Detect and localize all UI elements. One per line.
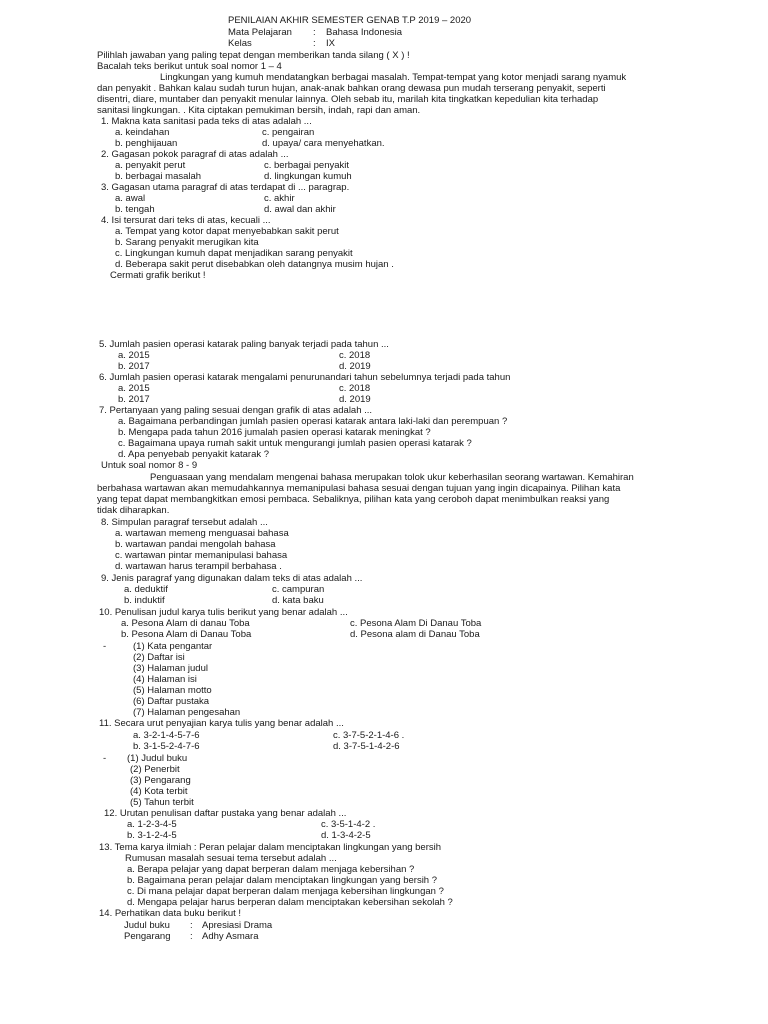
passage1-line: dan penyakit . Bahkan kalau sudah turun hujan, anak-anak bahkan orang dewasa pun mudah terserang penyakit, seperti [97,83,606,94]
option-5d: d. 2019 [339,361,371,372]
question-4: 4. Isi tersurat dari teks di atas, kecuali ... [101,215,271,226]
list1-item: (6) Daftar pustaka [133,696,210,707]
option-7c: c. Bagaimana upaya rumah sakit untuk mengurangi jumlah pasien operasi katarak ? [118,438,472,449]
list1-item: (5) Halaman motto [133,685,212,696]
option-9b: b. induktif [124,595,165,606]
question-2: 2. Gagasan pokok paragraf di atas adalah ... [101,149,289,160]
option-2d: d. lingkungan kumuh [264,171,352,182]
passage1-line: sanitasi lingkungan. . Kita ciptakan pemukiman bersih, indah, rapi dan aman. [97,105,421,116]
option-9a: a. deduktif [124,584,168,595]
option-8c: c. wartawan pintar memanipulasi bahasa [115,550,288,561]
question-11: 11. Secara urut penyajian karya tulis yang benar adalah ... [99,718,344,729]
option-10d: d. Pesona alam di Danau Toba [350,629,480,640]
option-13c: c. Di mana pelajar dapat berperan dalam menjaga kebersihan lingkungan ? [127,886,444,897]
option-7b: b. Mengapa pada tahun 2016 jumalah pasien operasi katarak meningkat ? [118,427,431,438]
question-13-prompt: Rumusan masalah sesuai tema tersebut adalah ... [125,853,337,864]
list2-dash: - [103,753,107,764]
passage2-intro: Untuk soal nomor 8 - 9 [101,460,198,471]
option-8d: d. wartawan harus terampil berbahasa . [115,561,282,572]
option-5a: a. 2015 [118,350,150,361]
option-1b: b. penghijauan [115,138,178,149]
question-6: 6. Jumlah pasien operasi katarak mengalami penurunandari tahun sebelumnya terjadi pada tahun [99,372,511,383]
graph-note: Cermati grafik berikut ! [110,270,206,281]
book-title-value: Apresiasi Drama [202,920,273,931]
list1-item: (1) Kata pengantar [133,641,213,652]
option-6a: a. 2015 [118,383,150,394]
option-8a: a. wartawan memeng menguasai bahasa [115,528,289,539]
passage1-line: disentri, diare, muntaber dan penyakit menular lainnya. Oleh sebab itu, marilah kita tingkatkan kepedulian kita terhadap [97,94,599,105]
book-title-sep: : [190,920,193,931]
option-4b: b. Sarang penyakit merugikan kita [115,237,259,248]
option-5c: c. 2018 [339,350,371,361]
book-author-label: Pengarang [124,931,171,942]
option-7a: a. Bagaimana perbandingan jumlah pasien operasi katarak antara laki-laki dan perempuan ? [118,416,508,427]
list1-item: (4) Halaman isi [133,674,197,685]
option-5b: b. 2017 [118,361,150,372]
passage1-intro: Bacalah teks berikut untuk soal nomor 1 – 4 [97,61,282,72]
option-13b: b. Bagaimana peran pelajar dalam menciptakan lingkungan yang bersih ? [127,875,438,886]
passage1-line: Lingkungan yang kumuh mendatangkan berbagai masalah. Tempat-tempat yang kotor menjadi sarang nyamuk [160,72,627,83]
option-2a: a. penyakit perut [115,160,186,171]
subject-value: Bahasa Indonesia [326,27,403,38]
list2-item: (4) Kota terbit [130,786,188,797]
book-author-value: Adhy Asmara [202,931,259,942]
option-2b: b. berbagai masalah [115,171,202,182]
question-14: 14. Perhatikan data buku berikut ! [99,908,242,919]
class-separator: : [313,38,316,49]
question-10: 10. Penulisan judul karya tulis berikut yang benar adalah ... [99,607,348,618]
option-6d: d. 2019 [339,394,371,405]
book-title-label: Judul buku [124,920,170,931]
list2-item: (3) Pengarang [130,775,191,786]
option-9d: d. kata baku [272,595,324,606]
question-9: 9. Jenis paragraf yang digunakan dalam teks di atas adalah ... [101,573,363,584]
question-7: 7. Pertanyaan yang paling sesuai dengan grafik di atas adalah ... [99,405,373,416]
option-4d: d. Beberapa sakit perut disebabkan oleh datangnya musim hujan . [115,259,394,270]
option-2c: c. berbagai penyakit [264,160,350,171]
list2-item: (1) Judul buku [127,753,188,764]
option-4a: a. Tempat yang kotor dapat menyebabkan sakit perut [115,226,339,237]
list1-dash: - [103,641,107,652]
instruction: Pilihlah jawaban yang paling tepat dengan memberikan tanda silang ( X ) ! [97,50,410,61]
passage2-line: Penguasaan yang mendalam mengenai bahasa merupakan tolok ukur keberhasilan seorang wartawan. Kemahiran [150,472,634,483]
option-12a: a. 1-2-3-4-5 [127,819,177,830]
option-4c: c. Lingkungan kumuh dapat menjadikan sarang penyakit [115,248,353,259]
option-3c: c. akhir [264,193,295,204]
option-3b: b. tengah [115,204,155,215]
option-11c: c. 3-7-5-2-1-4-6 . [333,730,405,741]
class-value: IX [326,38,335,49]
option-9c: c. campuran [272,584,325,595]
passage2-line: tidak diharapkan. [97,505,170,516]
option-12b: b. 3-1-2-4-5 [127,830,177,841]
option-11d: d. 3-7-5-1-4-2-6 [333,741,400,752]
passage2-line: berbahasa wartawan akan memudahkannya memanipulasi bahasa sesuai dengan tujuan yang ingin dicapainya. Pilihan kata [97,483,621,494]
option-6c: c. 2018 [339,383,371,394]
option-10a: a. Pesona Alam di danau Toba [121,618,250,629]
option-10b: b. Pesona Alam di Danau Toba [121,629,252,640]
list2-item: (2) Penerbit [130,764,180,775]
class-label: Kelas [228,38,252,49]
option-3a: a. awal [115,193,146,204]
question-1: 1. Makna kata sanitasi pada teks di atas adalah ... [101,116,312,127]
option-1d: d. upaya/ cara menyehatkan. [262,138,385,149]
exam-title: PENILAIAN AKHIR SEMESTER GENAB T.P 2019 – 2020 [228,15,472,26]
list2-item: (5) Tahun terbit [130,797,194,808]
question-12: 12. Urutan penulisan daftar pustaka yang benar adalah ... [104,808,347,819]
option-8b: b. wartawan pandai mengolah bahasa [115,539,276,550]
question-3: 3. Gagasan utama paragraf di atas terdapat di ... paragrap. [101,182,350,193]
option-13d: d. Mengapa pelajar harus berperan dalam menciptakan kebersihan sekolah ? [127,897,453,908]
book-author-sep: : [190,931,193,942]
option-1a: a. keindahan [115,127,170,138]
option-11b: b. 3-1-5-2-4-7-6 [133,741,200,752]
option-1c: c. pengairan [262,127,315,138]
passage2-line: yang tepat dapat membangkitkan emosi pembaca. Sebaliknya, pilihan kata yang ceroboh dapat menimbulkan reaksi yang [97,494,610,505]
list1-item: (3) Halaman judul [133,663,208,674]
subject-label: Mata Pelajaran [228,27,292,38]
list1-item: (2) Daftar isi [133,652,185,663]
option-3d: d. awal dan akhir [264,204,336,215]
option-11a: a. 3-2-1-4-5-7-6 [133,730,200,741]
option-7d: d. Apa penyebab penyakit katarak ? [118,449,270,460]
question-5: 5. Jumlah pasien operasi katarak paling banyak terjadi pada tahun ... [99,339,389,350]
option-12d: d. 1-3-4-2-5 [321,830,371,841]
list1-item: (7) Halaman pengesahan [133,707,241,718]
subject-separator: : [313,27,316,38]
option-6b: b. 2017 [118,394,150,405]
question-13: 13. Tema karya ilmiah : Peran pelajar dalam menciptakan lingkungan yang bersih [99,842,442,853]
option-13a: a. Berapa pelajar yang dapat berperan dalam menjaga kebersihan ? [127,864,415,875]
option-12c: c. 3-5-1-4-2 . [321,819,376,830]
option-10c: c. Pesona Alam Di Danau Toba [350,618,482,629]
question-8: 8. Simpulan paragraf tersebut adalah ... [101,517,268,528]
